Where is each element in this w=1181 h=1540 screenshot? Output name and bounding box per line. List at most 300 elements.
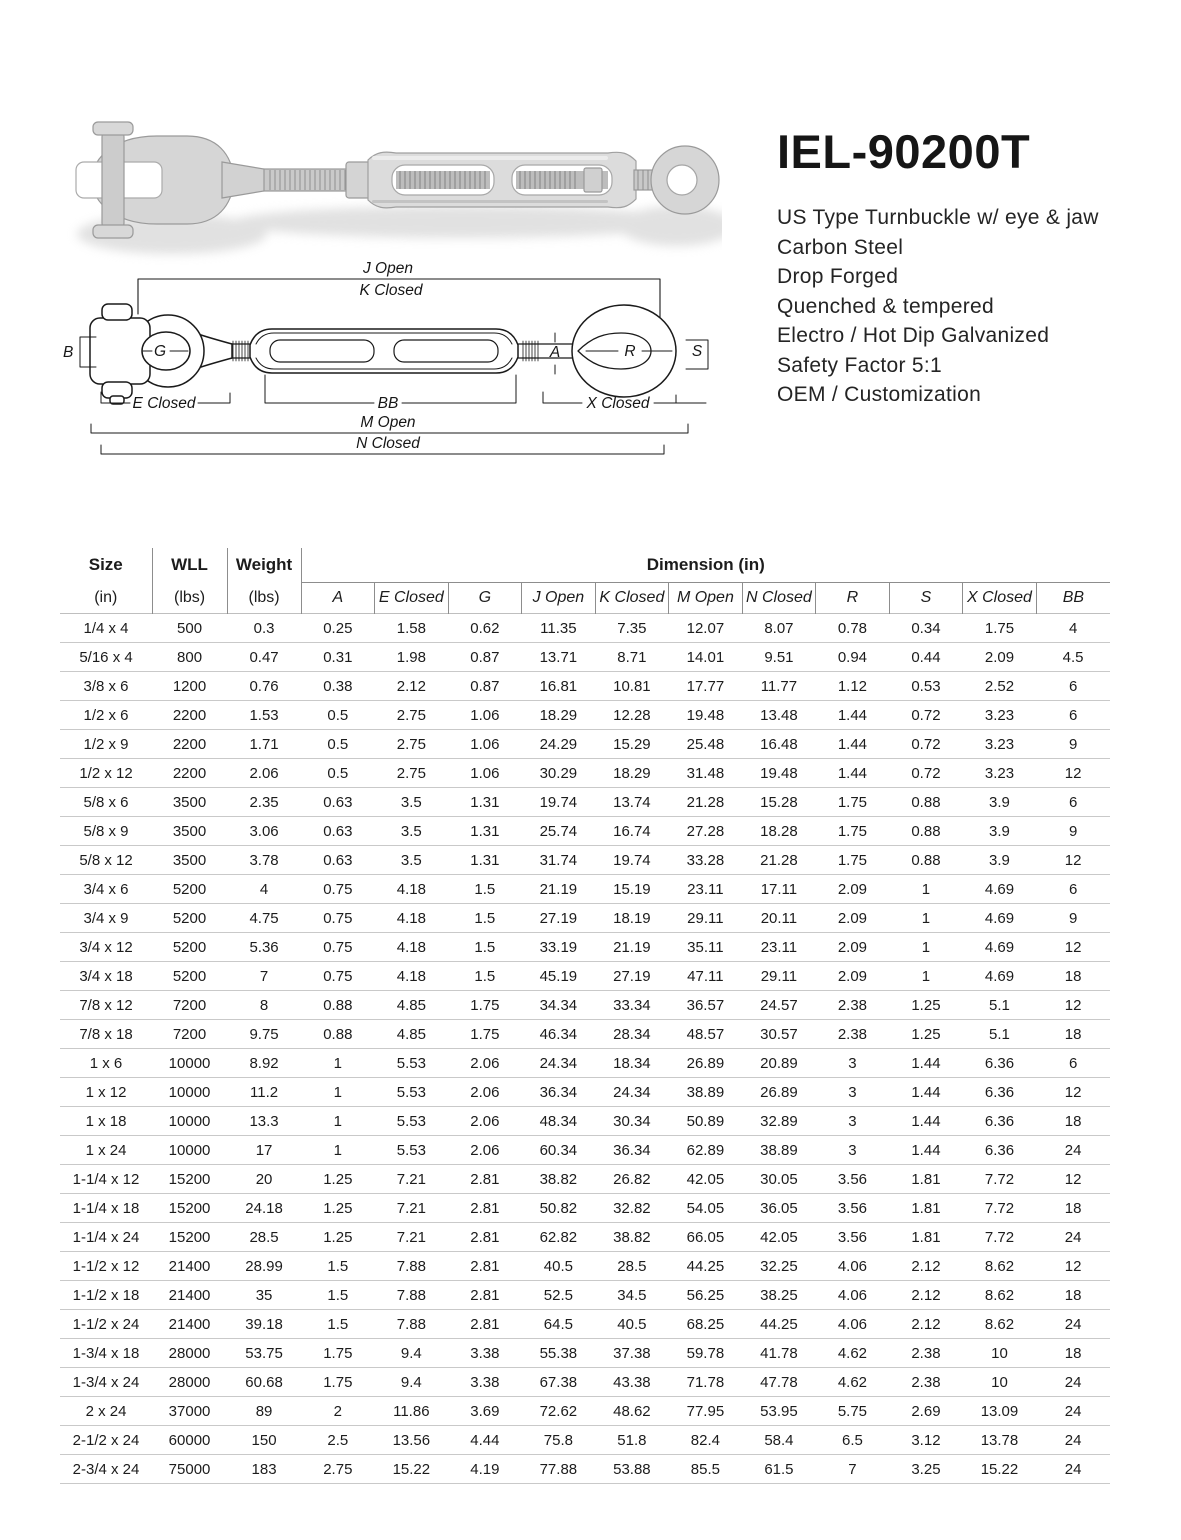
cell-g: 2.81: [448, 1223, 522, 1252]
cell-k-closed: 40.5: [595, 1310, 669, 1339]
cell-a: 1.25: [301, 1223, 375, 1252]
table-row: [60, 1281, 1110, 1310]
cell-j-open: 30.29: [522, 759, 596, 788]
cell-wll: 15200: [152, 1223, 227, 1252]
cell-g: 1.75: [448, 1020, 522, 1049]
cell-k-closed: 33.34: [595, 991, 669, 1020]
cell-e-closed: 3.5: [375, 846, 449, 875]
cell-weight: 28.99: [227, 1252, 301, 1281]
cell-r: 1.75: [816, 788, 890, 817]
cell-g: 1.75: [448, 991, 522, 1020]
dimension-column-header: N Closed: [742, 583, 816, 614]
cell-m-open: 59.78: [669, 1339, 743, 1368]
cell-k-closed: 32.82: [595, 1194, 669, 1223]
dimension-column-header: A: [301, 583, 375, 614]
cell-bb: 24: [1036, 1368, 1110, 1397]
cell-k-closed: 15.19: [595, 875, 669, 904]
cell-bb: 9: [1036, 730, 1110, 759]
cell-k-closed: 15.29: [595, 730, 669, 759]
cell-s: 0.72: [889, 759, 963, 788]
cell-wll: 3500: [152, 817, 227, 846]
cell-x-closed: 6.36: [963, 1049, 1037, 1078]
cell-bb: 4: [1036, 614, 1110, 643]
col-header-size: Size: [60, 548, 152, 583]
cell-bb: 6: [1036, 788, 1110, 817]
label-r: R: [624, 343, 636, 360]
cell-j-open: 40.5: [522, 1252, 596, 1281]
table-row: [60, 1107, 1110, 1136]
cell-j-open: 62.82: [522, 1223, 596, 1252]
cell-bb: 24: [1036, 1310, 1110, 1339]
cell-bb: 18: [1036, 1194, 1110, 1223]
cell-j-open: 38.82: [522, 1165, 596, 1194]
dimension-column-header: J Open: [522, 583, 596, 614]
cell-k-closed: 43.38: [595, 1368, 669, 1397]
cell-g: 1.5: [448, 933, 522, 962]
cell-j-open: 64.5: [522, 1310, 596, 1339]
cell-size: 1 x 18: [60, 1107, 152, 1136]
dimension-diagram-drawing: [58, 256, 723, 461]
cell-weight: 0.3: [227, 614, 301, 643]
cell-e-closed: 7.88: [375, 1310, 449, 1339]
cell-e-closed: 4.18: [375, 904, 449, 933]
cell-g: 2.81: [448, 1281, 522, 1310]
cell-s: 1.81: [889, 1223, 963, 1252]
cell-g: 2.06: [448, 1107, 522, 1136]
cell-wll: 800: [152, 643, 227, 672]
cell-a: 1.5: [301, 1310, 375, 1339]
cell-a: 1: [301, 1049, 375, 1078]
cell-g: 4.19: [448, 1455, 522, 1484]
cell-wll: 21400: [152, 1281, 227, 1310]
label-bb: BB: [377, 395, 399, 412]
cell-weight: 35: [227, 1281, 301, 1310]
cell-a: 1.75: [301, 1368, 375, 1397]
cell-r: 1.44: [816, 730, 890, 759]
cell-a: 2.5: [301, 1426, 375, 1455]
table-row: [60, 614, 1110, 643]
cell-s: 1: [889, 933, 963, 962]
col-header-weight: Weight: [227, 548, 301, 583]
label-n-closed: N Closed: [356, 435, 420, 452]
cell-e-closed: 5.53: [375, 1107, 449, 1136]
cell-wll: 7200: [152, 991, 227, 1020]
cell-a: 1.25: [301, 1194, 375, 1223]
cell-size: 1-1/2 x 24: [60, 1310, 152, 1339]
cell-e-closed: 4.18: [375, 875, 449, 904]
cell-s: 2.12: [889, 1310, 963, 1339]
label-x-closed: X Closed: [586, 395, 650, 412]
cell-k-closed: 38.82: [595, 1223, 669, 1252]
product-description-line: OEM / Customization: [777, 383, 982, 406]
cell-g: 1.5: [448, 904, 522, 933]
dimension-column-header: M Open: [669, 583, 743, 614]
cell-n-closed: 17.11: [742, 875, 816, 904]
cell-n-closed: 58.4: [742, 1426, 816, 1455]
cell-k-closed: 10.81: [595, 672, 669, 701]
cell-g: 3.38: [448, 1339, 522, 1368]
dimension-diagram: [58, 256, 723, 461]
cell-j-open: 25.74: [522, 817, 596, 846]
label-j-open: J Open: [363, 260, 413, 277]
table-row: [60, 875, 1110, 904]
cell-x-closed: 4.69: [963, 904, 1037, 933]
product-model: IEL-90200T: [777, 125, 1031, 178]
cell-g: 0.62: [448, 614, 522, 643]
cell-bb: 12: [1036, 933, 1110, 962]
cell-a: 2: [301, 1397, 375, 1426]
cell-r: 2.09: [816, 933, 890, 962]
cell-g: 2.81: [448, 1252, 522, 1281]
cell-n-closed: 61.5: [742, 1455, 816, 1484]
cell-bb: 12: [1036, 1165, 1110, 1194]
cell-n-closed: 53.95: [742, 1397, 816, 1426]
cell-s: 0.88: [889, 817, 963, 846]
cell-r: 5.75: [816, 1397, 890, 1426]
cell-x-closed: 13.78: [963, 1426, 1037, 1455]
cell-x-closed: 10: [963, 1368, 1037, 1397]
cell-wll: 5200: [152, 875, 227, 904]
cell-g: 3.38: [448, 1368, 522, 1397]
label-k-closed: K Closed: [359, 282, 423, 299]
cell-size: 1/2 x 12: [60, 759, 152, 788]
cell-wll: 60000: [152, 1426, 227, 1455]
label-b: B: [63, 344, 74, 361]
col-header-wll: WLL: [152, 548, 227, 583]
cell-bb: 12: [1036, 991, 1110, 1020]
cell-bb: 18: [1036, 1281, 1110, 1310]
dimension-column-header: BB: [1036, 583, 1110, 614]
cell-size: 2 x 24: [60, 1397, 152, 1426]
cell-k-closed: 30.34: [595, 1107, 669, 1136]
cell-wll: 5200: [152, 933, 227, 962]
cell-n-closed: 32.25: [742, 1252, 816, 1281]
cell-a: 0.75: [301, 933, 375, 962]
cell-x-closed: 10: [963, 1339, 1037, 1368]
cell-a: 1.75: [301, 1339, 375, 1368]
cell-size: 1-1/4 x 12: [60, 1165, 152, 1194]
cell-s: 0.72: [889, 701, 963, 730]
cell-n-closed: 41.78: [742, 1339, 816, 1368]
cell-e-closed: 1.58: [375, 614, 449, 643]
table-row: [60, 788, 1110, 817]
cell-m-open: 33.28: [669, 846, 743, 875]
cell-weight: 3.06: [227, 817, 301, 846]
cell-weight: 150: [227, 1426, 301, 1455]
cell-s: 0.88: [889, 788, 963, 817]
cell-g: 1.31: [448, 788, 522, 817]
label-s: S: [691, 343, 703, 360]
dimension-column-header: K Closed: [595, 583, 669, 614]
cell-m-open: 35.11: [669, 933, 743, 962]
cell-j-open: 31.74: [522, 846, 596, 875]
cell-g: 1.06: [448, 759, 522, 788]
cell-s: 0.53: [889, 672, 963, 701]
cell-j-open: 34.34: [522, 991, 596, 1020]
table-header: [60, 548, 1110, 614]
cell-k-closed: 37.38: [595, 1339, 669, 1368]
cell-n-closed: 13.48: [742, 701, 816, 730]
cell-wll: 10000: [152, 1078, 227, 1107]
cell-e-closed: 4.18: [375, 962, 449, 991]
cell-r: 3: [816, 1049, 890, 1078]
cell-e-closed: 5.53: [375, 1049, 449, 1078]
cell-m-open: 27.28: [669, 817, 743, 846]
cell-weight: 3.78: [227, 846, 301, 875]
cell-weight: 28.5: [227, 1223, 301, 1252]
cell-r: 4.06: [816, 1252, 890, 1281]
cell-a: 1.5: [301, 1252, 375, 1281]
cell-x-closed: 3.9: [963, 817, 1037, 846]
cell-x-closed: 4.69: [963, 875, 1037, 904]
cell-e-closed: 5.53: [375, 1078, 449, 1107]
cell-e-closed: 11.86: [375, 1397, 449, 1426]
cell-weight: 1.53: [227, 701, 301, 730]
cell-a: 0.5: [301, 701, 375, 730]
col-unit-size: (in): [60, 583, 152, 614]
cell-weight: 1.71: [227, 730, 301, 759]
cell-n-closed: 8.07: [742, 614, 816, 643]
cell-size: 3/4 x 9: [60, 904, 152, 933]
cell-n-closed: 24.57: [742, 991, 816, 1020]
cell-m-open: 38.89: [669, 1078, 743, 1107]
cell-size: 1/2 x 6: [60, 701, 152, 730]
cell-x-closed: 3.23: [963, 730, 1037, 759]
body-outline: [250, 329, 518, 373]
cell-m-open: 29.11: [669, 904, 743, 933]
cell-size: 1/2 x 9: [60, 730, 152, 759]
cell-wll: 10000: [152, 1107, 227, 1136]
cell-g: 2.81: [448, 1310, 522, 1339]
cell-x-closed: 15.22: [963, 1455, 1037, 1484]
cell-m-open: 21.28: [669, 788, 743, 817]
product-description: [777, 203, 1157, 410]
cell-k-closed: 19.74: [595, 846, 669, 875]
cell-k-closed: 16.74: [595, 817, 669, 846]
cell-k-closed: 48.62: [595, 1397, 669, 1426]
cell-x-closed: 2.52: [963, 672, 1037, 701]
cell-m-open: 56.25: [669, 1281, 743, 1310]
cell-g: 1.5: [448, 875, 522, 904]
cell-j-open: 72.62: [522, 1397, 596, 1426]
cell-size: 2-3/4 x 24: [60, 1455, 152, 1484]
cell-j-open: 60.34: [522, 1136, 596, 1165]
cell-wll: 5200: [152, 962, 227, 991]
product-description-line: Quenched & tempered: [777, 294, 995, 318]
cell-bb: 18: [1036, 1020, 1110, 1049]
cell-m-open: 47.11: [669, 962, 743, 991]
cell-s: 1.44: [889, 1107, 963, 1136]
cell-m-open: 48.57: [669, 1020, 743, 1049]
cell-s: 2.12: [889, 1252, 963, 1281]
cell-s: 1.25: [889, 1020, 963, 1049]
cell-j-open: 33.19: [522, 933, 596, 962]
product-description-line: Drop Forged: [777, 265, 899, 288]
cell-j-open: 27.19: [522, 904, 596, 933]
table-row: [60, 846, 1110, 875]
label-e-closed: E Closed: [132, 395, 196, 412]
cell-x-closed: 6.36: [963, 1136, 1037, 1165]
table-row: [60, 933, 1110, 962]
cell-s: 0.34: [889, 614, 963, 643]
cell-n-closed: 44.25: [742, 1310, 816, 1339]
cell-m-open: 77.95: [669, 1397, 743, 1426]
cell-k-closed: 53.88: [595, 1455, 669, 1484]
cell-j-open: 19.74: [522, 788, 596, 817]
cell-k-closed: 28.34: [595, 1020, 669, 1049]
cell-x-closed: 3.9: [963, 846, 1037, 875]
cell-r: 1.75: [816, 846, 890, 875]
cell-bb: 12: [1036, 759, 1110, 788]
cell-wll: 3500: [152, 846, 227, 875]
cell-e-closed: 4.85: [375, 1020, 449, 1049]
cell-s: 1.44: [889, 1136, 963, 1165]
cell-j-open: 11.35: [522, 614, 596, 643]
cell-k-closed: 26.82: [595, 1165, 669, 1194]
cell-r: 2.09: [816, 962, 890, 991]
cell-x-closed: 4.69: [963, 962, 1037, 991]
product-description-line: US Type Turnbuckle w/ eye & jaw: [777, 206, 1099, 229]
cell-r: 1.75: [816, 817, 890, 846]
cell-m-open: 54.05: [669, 1194, 743, 1223]
cell-weight: 11.2: [227, 1078, 301, 1107]
table-row: [60, 817, 1110, 846]
cell-r: 2.38: [816, 991, 890, 1020]
cell-k-closed: 18.34: [595, 1049, 669, 1078]
cell-bb: 24: [1036, 1223, 1110, 1252]
cell-weight: 183: [227, 1455, 301, 1484]
cell-n-closed: 36.05: [742, 1194, 816, 1223]
cell-bb: 18: [1036, 1107, 1110, 1136]
cell-r: 0.78: [816, 614, 890, 643]
cell-wll: 15200: [152, 1194, 227, 1223]
cell-m-open: 31.48: [669, 759, 743, 788]
cell-k-closed: 18.19: [595, 904, 669, 933]
cell-e-closed: 15.22: [375, 1455, 449, 1484]
table-row: [60, 1368, 1110, 1397]
cell-n-closed: 15.28: [742, 788, 816, 817]
cell-g: 2.06: [448, 1078, 522, 1107]
product-description-line: Electro / Hot Dip Galvanized: [777, 324, 1050, 347]
cell-size: 5/8 x 6: [60, 788, 152, 817]
cell-j-open: 45.19: [522, 962, 596, 991]
table-row: [60, 1252, 1110, 1281]
cell-x-closed: 13.09: [963, 1397, 1037, 1426]
cell-size: 3/8 x 6: [60, 672, 152, 701]
cell-bb: 18: [1036, 1339, 1110, 1368]
cell-m-open: 25.48: [669, 730, 743, 759]
cell-s: 3.12: [889, 1426, 963, 1455]
cell-wll: 5200: [152, 904, 227, 933]
cell-m-open: 50.89: [669, 1107, 743, 1136]
cell-k-closed: 18.29: [595, 759, 669, 788]
cell-size: 3/4 x 6: [60, 875, 152, 904]
table-row: [60, 1223, 1110, 1252]
cell-m-open: 12.07: [669, 614, 743, 643]
cell-x-closed: 3.23: [963, 701, 1037, 730]
table-row: [60, 962, 1110, 991]
cell-m-open: 62.89: [669, 1136, 743, 1165]
cell-weight: 60.68: [227, 1368, 301, 1397]
cell-wll: 15200: [152, 1165, 227, 1194]
cell-m-open: 14.01: [669, 643, 743, 672]
table-row: [60, 701, 1110, 730]
cell-x-closed: 7.72: [963, 1165, 1037, 1194]
cell-e-closed: 7.88: [375, 1281, 449, 1310]
cell-size: 1/4 x 4: [60, 614, 152, 643]
cell-j-open: 16.81: [522, 672, 596, 701]
cell-bb: 6: [1036, 672, 1110, 701]
cell-a: 1.5: [301, 1281, 375, 1310]
cell-s: 1.81: [889, 1194, 963, 1223]
dimension-column-header: X Closed: [963, 583, 1037, 614]
cell-bb: 9: [1036, 904, 1110, 933]
table-row: [60, 1165, 1110, 1194]
cell-r: 3: [816, 1136, 890, 1165]
cell-x-closed: 8.62: [963, 1281, 1037, 1310]
cell-n-closed: 30.05: [742, 1165, 816, 1194]
cell-wll: 21400: [152, 1310, 227, 1339]
cell-weight: 13.3: [227, 1107, 301, 1136]
cell-size: 7/8 x 18: [60, 1020, 152, 1049]
cell-n-closed: 29.11: [742, 962, 816, 991]
cell-weight: 8.92: [227, 1049, 301, 1078]
cell-j-open: 67.38: [522, 1368, 596, 1397]
cell-weight: 89: [227, 1397, 301, 1426]
cell-a: 2.75: [301, 1455, 375, 1484]
cell-n-closed: 38.25: [742, 1281, 816, 1310]
cell-a: 0.75: [301, 962, 375, 991]
cell-k-closed: 8.71: [595, 643, 669, 672]
cell-m-open: 26.89: [669, 1049, 743, 1078]
cell-j-open: 13.71: [522, 643, 596, 672]
cell-weight: 20: [227, 1165, 301, 1194]
cell-x-closed: 3.9: [963, 788, 1037, 817]
cell-a: 1: [301, 1107, 375, 1136]
cell-x-closed: 7.72: [963, 1223, 1037, 1252]
cell-e-closed: 13.56: [375, 1426, 449, 1455]
dimension-column-header: S: [889, 583, 963, 614]
cell-size: 5/16 x 4: [60, 643, 152, 672]
dimension-column-header: E Closed: [375, 583, 449, 614]
cell-k-closed: 28.5: [595, 1252, 669, 1281]
cell-e-closed: 1.98: [375, 643, 449, 672]
cell-e-closed: 3.5: [375, 817, 449, 846]
cell-r: 2.09: [816, 875, 890, 904]
col-unit-weight: (lbs): [227, 583, 301, 614]
cell-size: 1-1/2 x 18: [60, 1281, 152, 1310]
cell-bb: 18: [1036, 962, 1110, 991]
cell-weight: 9.75: [227, 1020, 301, 1049]
cell-wll: 75000: [152, 1455, 227, 1484]
cell-r: 7: [816, 1455, 890, 1484]
table-row: [60, 672, 1110, 701]
cell-g: 4.44: [448, 1426, 522, 1455]
cell-a: 0.88: [301, 991, 375, 1020]
cell-g: 1.5: [448, 962, 522, 991]
cell-n-closed: 9.51: [742, 643, 816, 672]
cell-wll: 500: [152, 614, 227, 643]
cell-x-closed: 7.72: [963, 1194, 1037, 1223]
cell-k-closed: 51.8: [595, 1426, 669, 1455]
cell-weight: 4.75: [227, 904, 301, 933]
table-row: [60, 1310, 1110, 1339]
cell-a: 1.25: [301, 1165, 375, 1194]
cell-e-closed: 2.75: [375, 730, 449, 759]
cell-g: 1.31: [448, 846, 522, 875]
cell-x-closed: 1.75: [963, 614, 1037, 643]
col-unit-wll: (lbs): [152, 583, 227, 614]
